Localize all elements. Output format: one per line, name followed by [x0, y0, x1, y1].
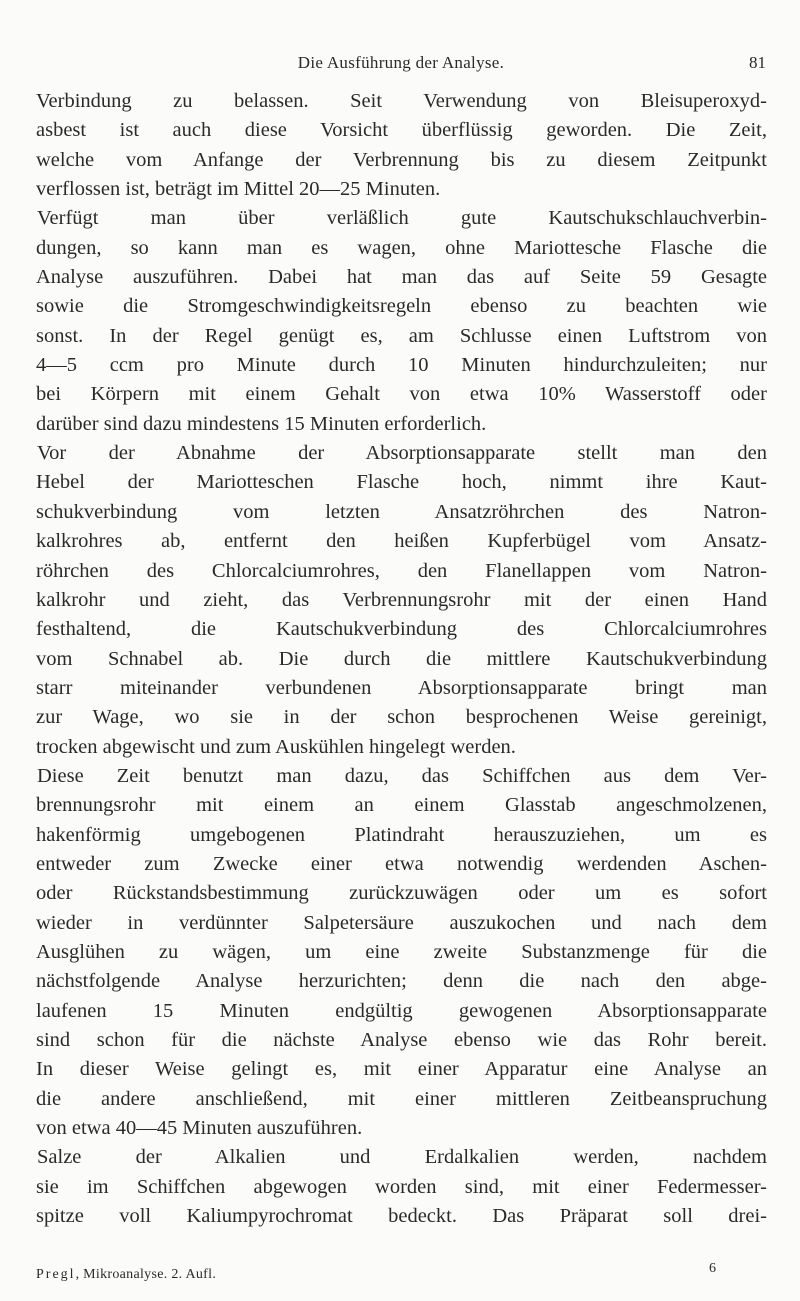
text-line: spitze voll Kaliumpyrochromat bedeckt. Das Präparat soll drei-: [36, 1205, 767, 1228]
text-line: Analyse auszuführen. Dabei hat man das auf Seite 59 Gesagte: [36, 266, 767, 289]
text-line: Diese Zeit benutzt man dazu, das Schiffchen aus dem Ver-: [37, 764, 767, 787]
text-line: Verbindung zu belassen. Seit Verwendung von Bleisuperoxyd-: [36, 90, 767, 112]
text-line: vom Schnabel ab. Die durch die mittlere Kautschukverbindung: [36, 647, 767, 670]
text-line: die andere anschließend, mit einer mittleren Zeitbeanspruchung: [36, 1087, 767, 1110]
text-line: asbest ist auch diese Vorsicht überflüssig geworden. Die Zeit,: [36, 119, 767, 142]
text-line: welche vom Anfange der Verbrennung bis zu diesem Zeitpunkt: [36, 148, 767, 171]
text-line: Ausglühen zu wägen, um eine zweite Substanzmenge für die: [36, 940, 767, 963]
text-line: sind schon für die nächste Analyse ebenso wie das Rohr bereit.: [36, 1029, 767, 1051]
text-line: Hebel der Mariotteschen Flasche hoch, nimmt ihre Kaut-: [36, 471, 767, 494]
sheet-mark: 6: [709, 1261, 716, 1276]
page-footer: [36, 1261, 766, 1284]
text-line: verflossen ist, beträgt im Mittel 20—25 Minuten.: [36, 178, 441, 201]
text-line: röhrchen des Chlorcalciumrohres, den Flanellappen vom Natron-: [36, 559, 767, 582]
text-line: Verfügt man über verläßlich gute Kautschukschlauchverbin-: [37, 207, 767, 230]
text-line: 4—5 ccm pro Minute durch 10 Minuten hindurchzuleiten; nur: [36, 354, 767, 377]
footer-book: , Mikroanalyse. 2. Aufl.: [75, 1267, 217, 1282]
text-line: In dieser Weise gelingt es, mit einer Apparatur eine Analyse an: [36, 1058, 767, 1081]
footer-signature: [36, 1266, 216, 1284]
text-line: kalkrohr und zieht, das Verbrennungsrohr mit der einen Hand: [36, 588, 767, 611]
text-line: oder Rückstandsbestimmung zurückzuwägen oder um es sofort: [36, 882, 767, 905]
text-line: trocken abgewischt und zum Auskühlen hingelegt werden.: [36, 735, 516, 758]
text-line: schukverbindung vom letzten Ansatzröhrchen des Natron-: [36, 500, 767, 523]
page-number: 81: [749, 53, 766, 72]
text-line: Vor der Abnahme der Absorptionsapparate stellt man den: [37, 442, 767, 465]
text-line: sie im Schiffchen abgewogen worden sind, mit einer Federmesser-: [36, 1175, 767, 1198]
text-line: dungen, so kann man es wagen, ohne Mariottesche Flasche die: [36, 236, 767, 259]
text-line: starr miteinander verbundenen Absorptionsapparate bringt man: [36, 676, 767, 699]
text-line: nächstfolgende Analyse herzurichten; denn die nach den abge-: [36, 970, 767, 993]
text-line: Salze der Alkalien und Erdalkalien werden, nachdem: [37, 1146, 767, 1169]
text-line: von etwa 40—45 Minuten auszuführen.: [36, 1117, 363, 1140]
text-line: zur Wage, wo sie in der schon besprochenen Weise gereinigt,: [36, 706, 767, 729]
page-header: [36, 52, 766, 74]
text-line: laufenen 15 Minuten endgültig gewogenen Absorptionsapparate: [36, 999, 767, 1022]
body-text: [36, 87, 767, 1231]
text-line: brennungsrohr mit einem an einem Glasstab angeschmolzenen,: [36, 794, 767, 817]
text-line: sowie die Stromgeschwindigkeitsregeln ebenso zu beachten wie: [36, 295, 767, 318]
text-line: wieder in verdünnter Salpetersäure auszukochen und nach dem: [36, 911, 767, 934]
text-line: entweder zum Zwecke einer etwa notwendig werdenden Aschen-: [36, 852, 767, 875]
text-line: kalkrohres ab, entfernt den heißen Kupferbügel vom Ansatz-: [36, 530, 767, 553]
text-line: sonst. In der Regel genügt es, am Schlusse einen Luftstrom von: [36, 324, 767, 347]
text-line: hakenförmig umgebogenen Platindraht herauszuziehen, um es: [36, 823, 767, 846]
footer-author: Pregl: [36, 1267, 76, 1282]
running-title: Die Ausführung der Analyse.: [297, 53, 505, 72]
text-line: bei Körpern mit einem Gehalt von etwa 10% Wasserstoff oder: [36, 383, 767, 406]
text-line: festhaltend, die Kautschukverbindung des Chlorcalciumrohres: [36, 618, 767, 641]
text-line: darüber sind dazu mindestens 15 Minuten erforderlich.: [36, 412, 487, 435]
